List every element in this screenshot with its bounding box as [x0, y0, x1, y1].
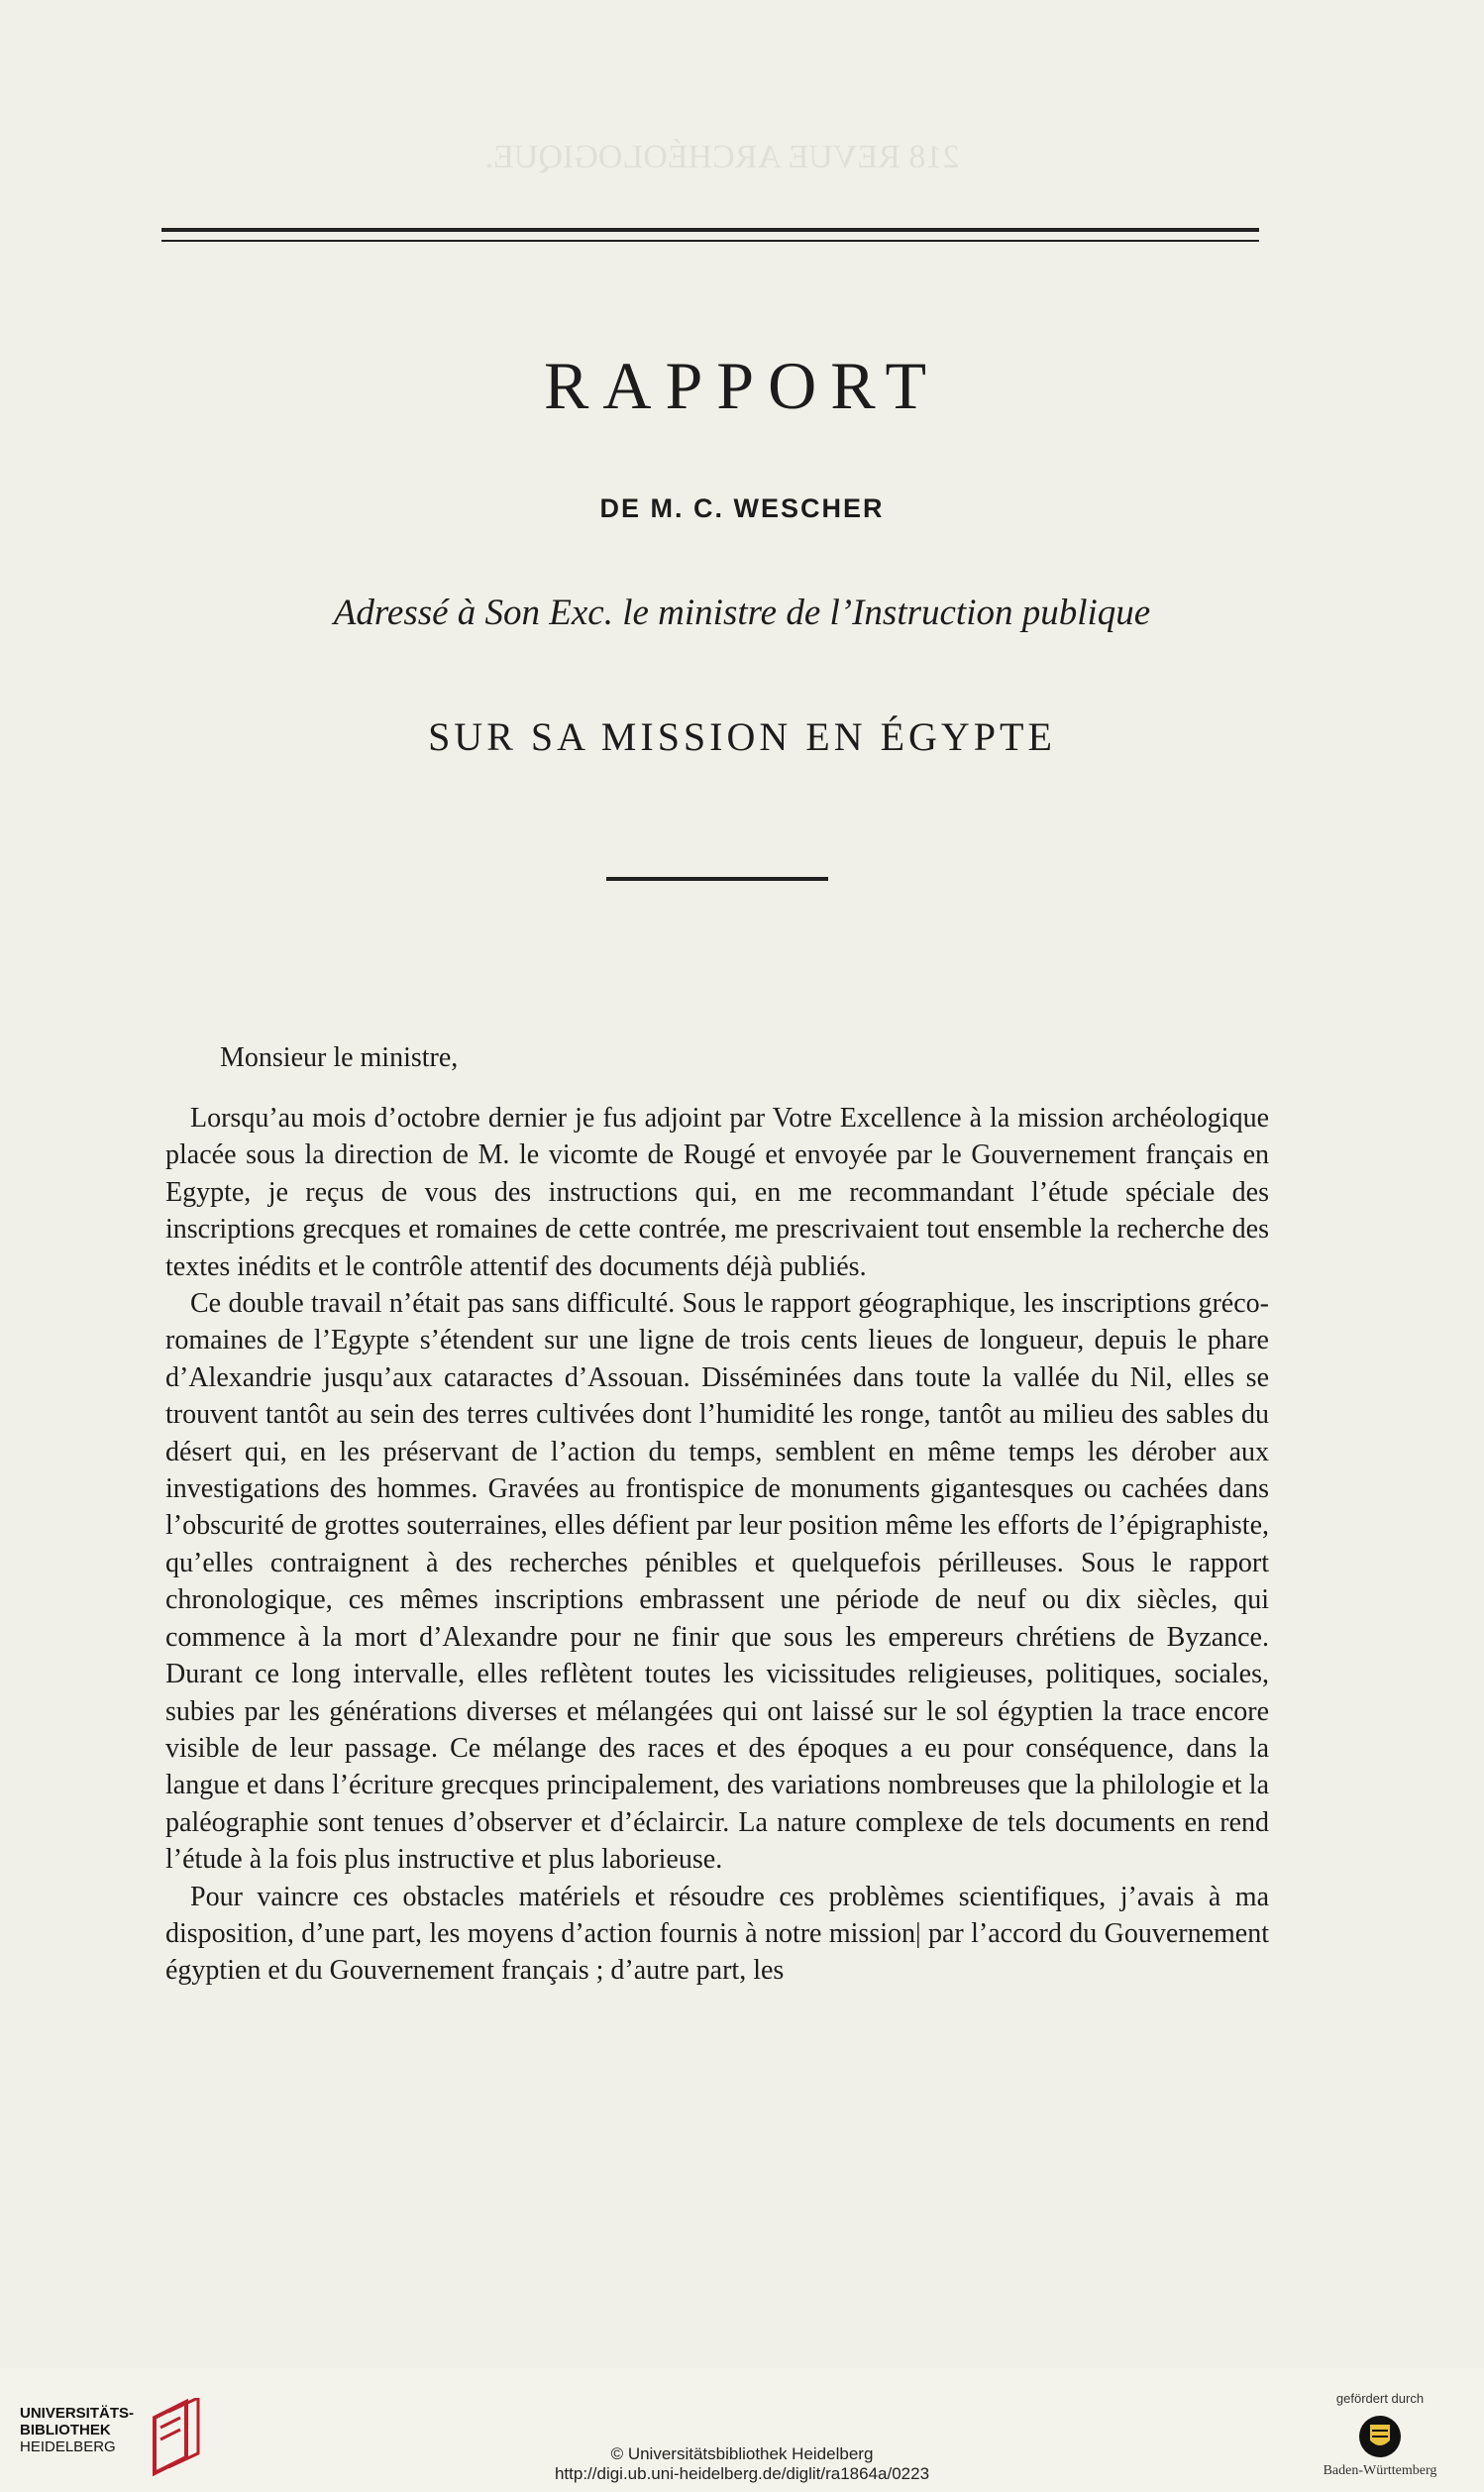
funding-notice	[1306, 2391, 1454, 2479]
body-text	[165, 1100, 1269, 1990]
state-coat-of-arms-icon	[1357, 2414, 1403, 2459]
copyright-notice: © Universitätsbibliothek Heidelberg	[610, 2444, 874, 2463]
paragraph: Pour vaincre ces obstacles matériels et résoudre ces problèmes scientifiques, j’avais à ma disposition, d’une part, les moyens d’action fournis à notre mission| par l’accord du Gouvernement égyptien et du Gouvernement français ; d’autre part, les	[165, 1881, 1269, 1987]
addressed-to: Adressé à Son Exc. le ministre de l’Instruction publique	[333, 593, 1151, 633]
permalink[interactable]: http://digi.ub.uni-heidelberg.de/diglit/ra1864a/0223	[554, 2464, 930, 2483]
salutation: Monsieur le ministre,	[220, 1042, 459, 1073]
library-name-line: HEIDELBERG	[20, 2438, 116, 2455]
top-double-rule-thin	[161, 240, 1259, 242]
footer-citation	[0, 2444, 1484, 2484]
bleed-through-header: 218 REVUE ARCHÉOLOGIQUE.	[484, 139, 960, 175]
top-double-rule	[161, 228, 1259, 232]
library-name-line: BIBLIOTHEK	[20, 2422, 111, 2438]
document-title: RAPPORT	[543, 348, 940, 423]
paragraph: Lorsqu’au mois d’octobre dernier je fus adjoint par Votre Excellence à la mission archéologique placée sous la direction de M. le vicomte de Rougé et envoyée par le Gouvernement français en Egypte, je reçus de vous des instructions qui, en me recommandant l’étude spéciale des inscriptions grecques et romaines de cette contrée, me prescrivaient tout ensemble la recherche des textes inédits et le contrôle attentif des documents déjà publiés.	[165, 1103, 1269, 1282]
document-author: DE M. C. WESCHER	[599, 493, 885, 523]
paragraph: Ce double travail n’était pas sans difficulté. Sous le rapport géographique, les inscriptions gréco-romaines de l’Egypte s’étendent sur une ligne de trois cents lieues de longueur, depuis le phare d’Alexandrie jusqu’aux cataractes d’Assouan. Disséminées dans toute la vallée du Nil, elles se trouvent tantôt au sein des terres cultivées dont l’humidité les ronge, tantôt au milieu des sables du désert qui, en les préservant de l’action du temps, semblent en même temps les dérober aux investigations des hommes. Gravées au frontispice de monuments gigantesques ou cachées dans l’obscurité de grottes souterraines, elles défient par leur position même les efforts de l’épigraphiste, qu’elles contraignent à des recherches pénibles et quelquefois périlleuses. Sous le rapport chronologique, ces mêmes inscriptions embrassent une période de neuf ou dix siècles, qui commence à la mort d’Alexandre pour ne finir que sous les empereurs chrétiens de Byzance. Durant ce long intervalle, elles reflètent toutes les vicissitudes religieuses, politiques, sociales, subies par les générations diverses et mélangées qui ont laissé sur le sol égyptien la trace encore visible de leur passage. Ce mélange des races et des époques a eu pour conséquence, dans la langue et dans l’écriture grecques principalement, des variations nombreuses que la philologie et la paléographie sont tenues d’observer et d’éclaircir. La nature complexe de tels documents en rend l’étude à la fois plus instructive et plus laborieuse.	[165, 1288, 1269, 1876]
funded-by-label: gefördert durch	[1335, 2391, 1425, 2406]
library-name-line: UNIVERSITÄTS-	[20, 2405, 135, 2422]
state-name: Baden-Württemberg	[1323, 2463, 1437, 2478]
document-subject: SUR SA MISSION EN ÉGYPTE	[428, 714, 1056, 759]
section-rule	[606, 877, 828, 881]
